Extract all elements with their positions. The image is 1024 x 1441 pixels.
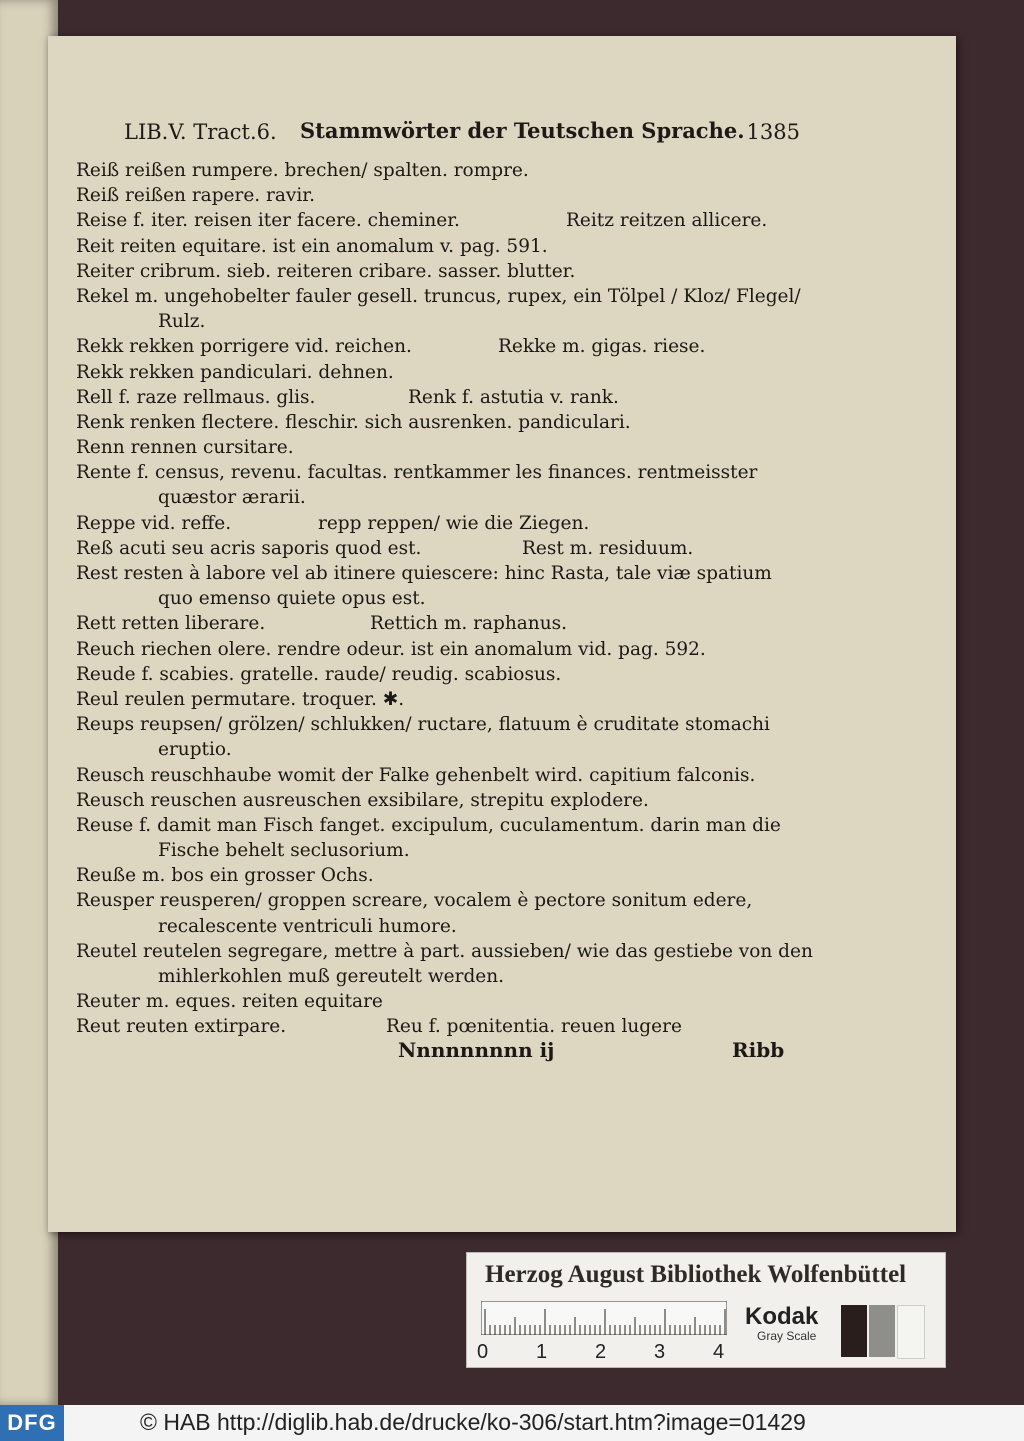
entry-line: [76, 788, 788, 813]
kodak-logo: Kodak: [745, 1303, 819, 1330]
entry-line: [76, 460, 788, 485]
book-section: LIB.V. Tract.6.: [124, 120, 277, 144]
footer-bar: [0, 1405, 1024, 1441]
entry-line: [76, 1014, 788, 1039]
entry-line: [76, 158, 788, 183]
entry-text: Reut reuten extirpare.: [76, 1016, 287, 1038]
entry-text: Fische behelt seclusorium.: [158, 840, 410, 862]
entry-line: [76, 284, 801, 309]
entry-text: recalescente ventriculi humore.: [158, 915, 457, 937]
entry-line: [76, 485, 788, 510]
ruler-number: 2: [595, 1341, 607, 1363]
copyright-link[interactable]: © HAB http://diglib.hab.de/drucke/ko-306/start.htm?image=01429: [140, 1409, 806, 1435]
entry-text: Reuße m. bos ein grosser Ochs.: [76, 865, 374, 887]
ruler-number: 1: [536, 1341, 548, 1363]
entry-line: [76, 259, 788, 284]
entry-line: [76, 309, 788, 334]
entry-text: Reul reulen permutare. troquer. ✱.: [76, 688, 405, 710]
entry-text: Reusper reusperen/ groppen screare, vocalem è pectore sonitum edere,: [76, 890, 753, 912]
entry-line: [76, 687, 788, 712]
entry-line: [76, 888, 788, 913]
entry-line: [76, 914, 788, 939]
entry-text: Reuch riechen olere. rendre odeur. ist ein anomalum vid. pag. 592.: [76, 638, 706, 660]
entry-text-second: Renk f. astutia v. rank.: [408, 386, 619, 408]
entry-text: Rulz.: [158, 311, 206, 333]
entry-text: Rett retten liberare.: [76, 613, 266, 635]
entry-text: Reuter m. eques. reiten equitare: [76, 991, 383, 1013]
printer-signature: Nnnnnnnnn ij: [398, 1038, 555, 1062]
entry-text-second: Rest m. residuum.: [522, 537, 694, 559]
entry-text: Reit reiten equitare. ist ein anomalum v. pag. 591.: [76, 235, 548, 257]
ruler-number: 4: [713, 1341, 725, 1363]
library-color-bar: [466, 1252, 946, 1368]
entry-text-second: Reitz reitzen allicere.: [566, 210, 768, 232]
entry-text: Renn rennen cursitare.: [76, 437, 294, 459]
entry-text: Reise f. iter. reisen iter facere. cheminer.: [76, 210, 460, 232]
entry-text-second: Rettich m. raphanus.: [370, 613, 567, 635]
ruler-numbers: [477, 1341, 727, 1363]
catchword: Ribb: [732, 1038, 785, 1062]
entry-text: eruptio.: [158, 739, 232, 761]
entry-line: [76, 208, 788, 233]
entry-line: [76, 763, 788, 788]
entry-line: [76, 838, 788, 863]
entry-text: quo emenso quiete opus est.: [158, 588, 426, 610]
entry-line: [76, 586, 788, 611]
entry-line: [76, 385, 788, 410]
running-header: [124, 118, 800, 148]
entry-text: Reiß reißen rapere. ravir.: [76, 185, 315, 207]
running-title: Stammwörter der Teutschen Sprache.: [300, 118, 745, 143]
entry-line: [76, 360, 788, 385]
dictionary-entries: [76, 158, 813, 1040]
entry-line: [76, 712, 788, 737]
gray-swatch-light: [897, 1305, 925, 1359]
entry-text: Reups reupsen/ grölzen/ schlukken/ ructare, flatuum è cruditate stomachi: [76, 714, 770, 736]
entry-text: Rell f. raze rellmaus. glis.: [76, 386, 316, 408]
entry-line: [76, 234, 788, 259]
page-number: 1385: [746, 120, 800, 144]
entry-text: Rekk rekken pandiculari. dehnen.: [76, 361, 394, 383]
entry-line: [76, 964, 788, 989]
entry-text: Reude f. scabies. gratelle. raude/ reudig. scabiosus.: [76, 663, 562, 685]
entry-text: Reusch reuschen ausreuschen exsibilare, strepitu explodere.: [76, 789, 649, 811]
entry-text: Reutel reutelen segregare, mettre à part. aussieben/ wie das gestiebe von den: [76, 940, 813, 962]
entry-text: quæstor ærarii.: [158, 487, 306, 509]
entry-line: [76, 863, 788, 888]
entry-text: Reuse f. damit man Fisch fanget. excipulum, cuculamentum. darin man die: [76, 814, 781, 836]
entry-text: Renk renken flectere. fleschir. sich ausrenken. pandiculari.: [76, 411, 631, 433]
entry-line: [76, 334, 788, 359]
entry-text: mihlerkohlen muß gereutelt werden.: [158, 966, 505, 987]
ruler-number: 0: [477, 1341, 489, 1363]
entry-line: [76, 737, 788, 762]
gray-scale-label: Gray Scale: [757, 1329, 817, 1343]
entry-line: [76, 511, 788, 536]
entry-text: Rest resten à labore vel ab itinere quiescere: hinc Rasta, tale viæ spatium: [76, 563, 772, 584]
entry-text: Reiß reißen rumpere. brechen/ spalten. rompre.: [76, 160, 529, 181]
entry-text: Reiter cribrum. sieb. reiteren cribare. sasser. blutter.: [76, 260, 576, 282]
entry-text: Rente f. census, revenu. facultas. rentkammer les finances. rentmeisster: [76, 462, 758, 484]
entry-text: Reß acuti seu acris saporis quod est.: [76, 537, 422, 559]
entry-line: [76, 561, 788, 586]
entry-text: Rekk rekken porrigere vid. reichen.: [76, 336, 412, 358]
entry-line: [76, 183, 788, 208]
entry-text: Rekel m. ungehobelter fauler gesell. truncus, rupex, ein Tölpel / Kloz/ Flegel/: [76, 285, 801, 307]
scale-ruler: [481, 1301, 727, 1335]
entry-text-second: Rekke m. gigas. riese.: [498, 336, 706, 358]
entry-line: [76, 410, 788, 435]
entry-line: [76, 662, 788, 687]
entry-line: [76, 989, 788, 1014]
entry-text-second: Reu f. pœnitentia. reuen lugere: [386, 1016, 682, 1038]
entry-line: [76, 611, 788, 636]
entry-text-second: repp reppen/ wie die Ziegen.: [318, 512, 590, 534]
gray-swatch-dark: [841, 1305, 867, 1357]
entry-line: [76, 637, 788, 662]
entry-line: [76, 536, 788, 561]
entry-line: [76, 939, 813, 964]
entry-line: [76, 813, 788, 838]
gray-swatch-mid: [869, 1305, 895, 1357]
entry-text: Reppe vid. reffe.: [76, 512, 232, 534]
institution-name: Herzog August Bibliothek Wolfenbüttel: [485, 1261, 907, 1288]
dfg-logo: DFG: [0, 1405, 64, 1441]
ruler-number: 3: [654, 1341, 666, 1363]
entry-text: Reusch reuschhaube womit der Falke gehenbelt wird. capitium falconis.: [76, 764, 756, 786]
entry-line: [76, 435, 788, 460]
